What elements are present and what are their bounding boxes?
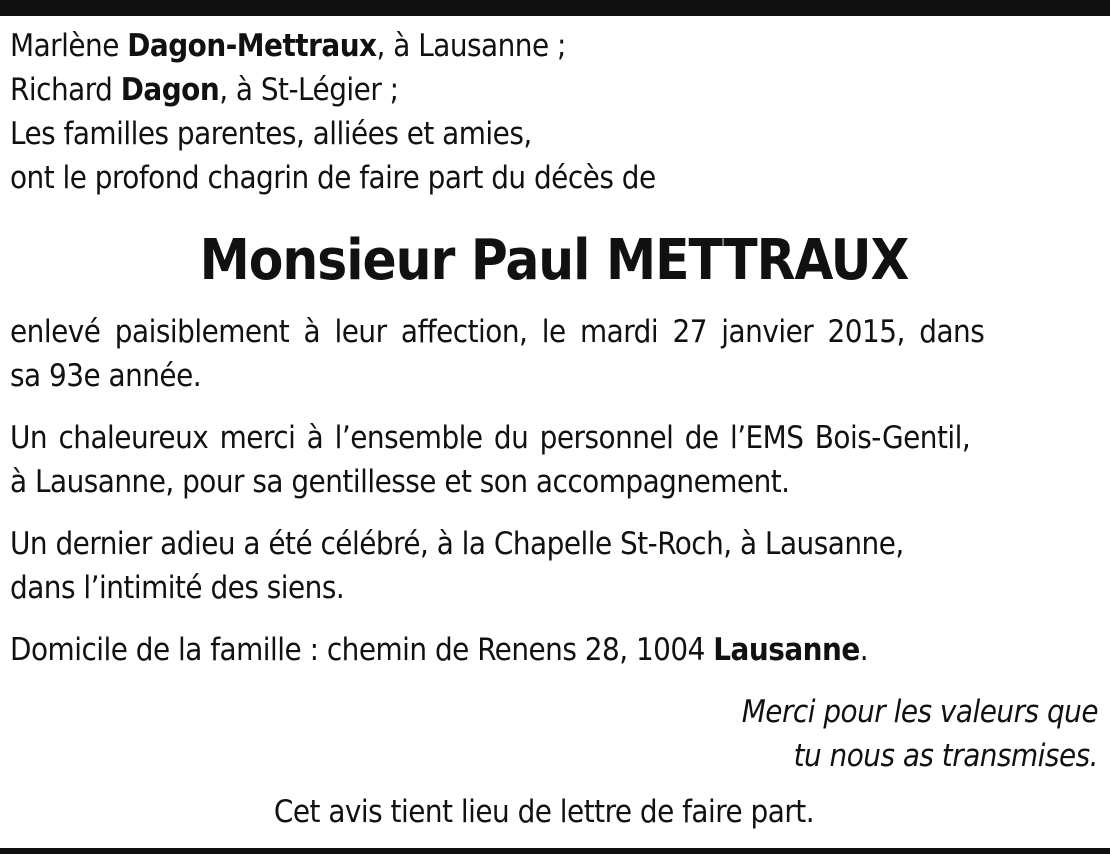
death-notice-line-1: enlevé paisiblement à leur affection, le mardi 27 janvier 2015, dans: [10, 314, 985, 350]
family-line-1-surname: Dagon-Mettraux: [127, 28, 377, 64]
family-line-1: [10, 24, 1098, 68]
death-notice: [10, 310, 1098, 398]
family-line-2: [10, 68, 1098, 112]
domicile-period: .: [859, 632, 869, 668]
family-line-1-text: Marlène: [10, 28, 128, 64]
family-block: [10, 24, 1098, 200]
thanks-line-1: Un chaleureux merci à l’ensemble du personnel de l’EMS Bois-Gentil,: [10, 420, 971, 456]
thanks-paragraph: [10, 416, 1098, 504]
ceremony-line-2: dans l’intimité des siens.: [10, 570, 345, 606]
bottom-rule: [0, 848, 1110, 854]
top-rule: [0, 0, 1110, 16]
deceased-name: Monsieur Paul METTRAUX: [199, 228, 909, 293]
domicile-city: Lausanne: [713, 632, 860, 668]
ceremony-paragraph: [10, 522, 1098, 610]
quote-line-2: tu nous as transmises.: [793, 738, 1098, 774]
family-line-2-text: Richard: [10, 72, 121, 108]
domicile-text: Domicile de la famille : chemin de Renens 28, 1004: [10, 632, 714, 668]
closing-statement: Cet avis tient lieu de lettre de faire part.: [273, 794, 815, 830]
family-line-1-place: , à Lausanne ;: [376, 28, 566, 64]
quote: [10, 690, 1098, 778]
family-line-2-place: , à St-Légier ;: [219, 72, 399, 108]
thanks-line-2: à Lausanne, pour sa gentillesse et son accompagnement.: [10, 464, 790, 500]
quote-line-1: Merci pour les valeurs que: [741, 694, 1098, 730]
family-line-3: Les familles parentes, alliées et amies,: [10, 116, 532, 152]
domicile-line: [10, 628, 1098, 672]
obituary-notice: [10, 24, 1098, 834]
family-line-2-surname: Dagon: [120, 72, 220, 108]
ceremony-line-1: Un dernier adieu a été célébré, à la Chapelle St-Roch, à Lausanne,: [10, 526, 904, 562]
death-notice-line-2: sa 93e année.: [10, 358, 202, 394]
family-line-4: ont le profond chagrin de faire part du décès de: [10, 160, 656, 196]
